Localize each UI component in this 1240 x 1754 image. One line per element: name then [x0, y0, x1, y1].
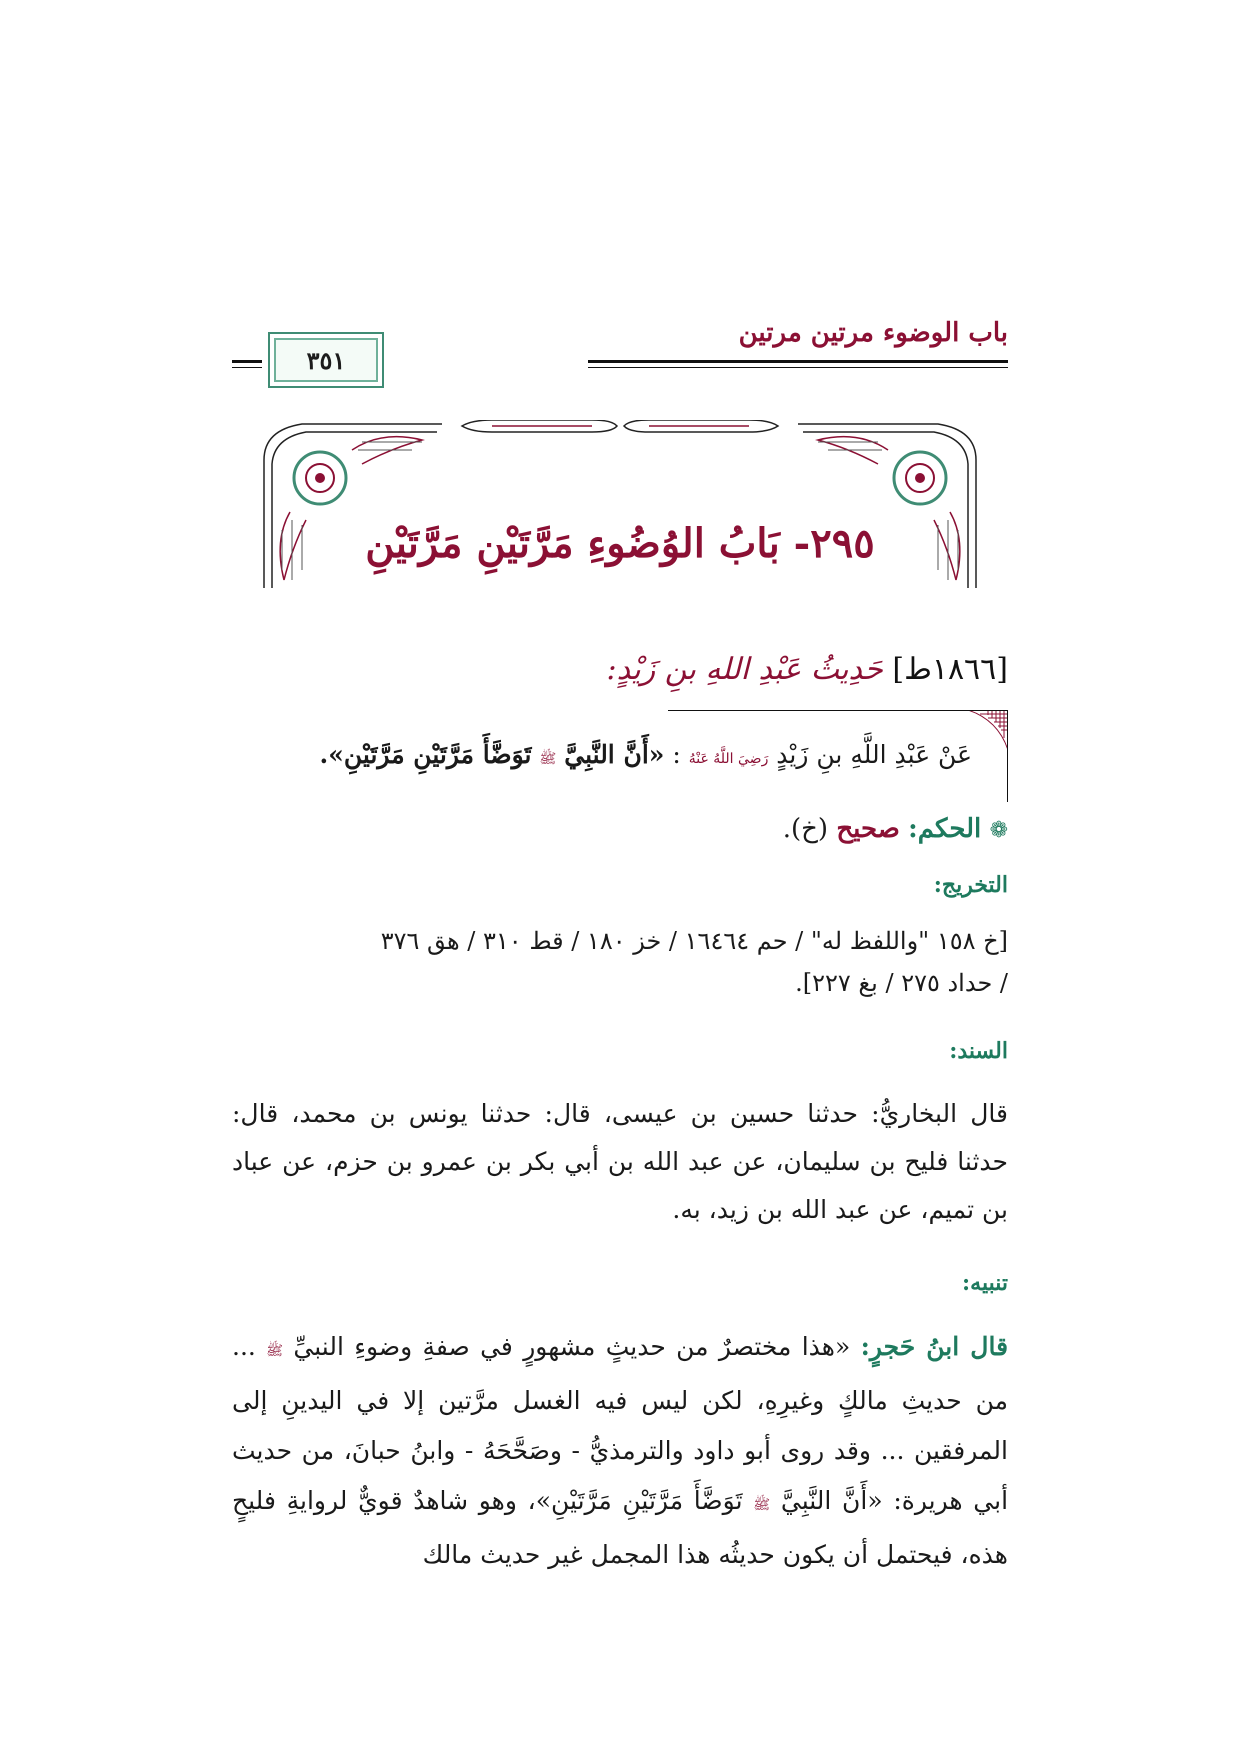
- header-rule: [588, 360, 1008, 363]
- page-number: ٣٥١: [306, 345, 346, 375]
- top-bar-ornament-icon: [462, 420, 778, 432]
- flower-icon: ❁: [989, 818, 1008, 843]
- prophet-honorific: ﷺ: [539, 751, 557, 767]
- prophet-honorific-1: ﷺ: [266, 1343, 284, 1359]
- corner-mesh-icon: [968, 710, 1008, 750]
- matn-box: [232, 710, 1008, 802]
- matn-side-rule: [1007, 710, 1008, 802]
- tanbih-part-3: تَوَضَّأَ مَرَّتَيْنِ مَرَّتَيْنِ»، وهو شاهدٌ قويٌّ لروايةِ فليحٍ هذه، فيحتمل أن يكون حديثُه هذا المجمل غير حديث مالك: [232, 1486, 1008, 1569]
- matn-top-rule: [668, 710, 1008, 711]
- chapter-title: ٢٩٥- بَابُ الوُضُوءِ مَرَّتَيْنِ مَرَّتَيْنِ: [365, 520, 875, 567]
- matn-quote-start: «أَنَّ النَّبِيَّ: [564, 740, 665, 769]
- header-rule-thin: [588, 367, 1008, 368]
- takhrij-text: [232, 920, 1008, 1004]
- sanad-label: السند:: [949, 1038, 1008, 1064]
- verdict-line: [232, 814, 1008, 844]
- matn-prefix: عَنْ عَبْدِ اللَّهِ بنِ زَيْدٍ: [776, 740, 972, 769]
- verdict-label: الحكم:: [908, 814, 982, 844]
- tanbih-speaker: قال ابنُ حَجرٍ:: [860, 1332, 1009, 1361]
- companion-honorific: رَضِيَ اللَّهُ عَنْهُ: [688, 751, 769, 767]
- header-rule-left-thin: [232, 367, 262, 368]
- takhrij-line-2: / حداد ٢٧٥ / بغ ٢٢٧].: [795, 969, 1008, 997]
- prophet-honorific-2: ﷺ: [753, 1497, 771, 1513]
- hadith-heading: [232, 652, 1008, 687]
- matn-quote-end: تَوَضَّأَ مَرَّتَيْنِ مَرَّتَيْنِ».: [319, 740, 532, 769]
- verdict-source: (خ).: [782, 814, 829, 844]
- tanbih-label: تنبيه:: [962, 1270, 1008, 1296]
- header-rule-left: [232, 360, 262, 363]
- running-title: باب الوضوء مرتين مرتين: [738, 318, 1008, 348]
- tanbih-part-2: ... من حديثِ مالكٍ وغيرِهِ، لكن ليس فيه الغسل مرَّتين إلا في اليدينِ إلى المرفقين ... وقد روى أبو داود والترمذيُّ - وصَحَّحَهُ - وابنُ حبانَ، من حديث أبي هريرة: «أَنَّ النَّبِيَّ: [232, 1332, 1009, 1515]
- page-number-badge: [268, 332, 384, 388]
- sanad-text: قال البخاريُّ: حدثنا حسين بن عيسى، قال: حدثنا يونس بن محمد، قال: حدثنا فليح بن سليمان، عن عبد الله بن أبي بكر بن عمرو بن حزم، عن عباد بن تميم، عن عبد الله بن زيد، به.: [232, 1099, 1008, 1224]
- verdict-value: صحيح: [836, 814, 900, 844]
- takhrij-label: التخريج:: [933, 872, 1008, 898]
- running-header: [232, 318, 1008, 375]
- hadith-heading-title: حَدِيثُ عَبْدِ اللهِ بنِ زَيْدٍ:: [606, 652, 883, 687]
- hadith-number: [١٨٦٦ط]: [892, 652, 1008, 687]
- tanbih-part-1: «هذا مختصرٌ من حديثٍ مشهورٍ في صفةِ وضوءِ النبيِّ: [293, 1332, 851, 1361]
- tanbih-text: [232, 1322, 1008, 1580]
- takhrij-line-1: [خ ١٥٨ "واللفظ له" / حم ١٦٤٦٤ / خز ١٨٠ / قط ٣١٠ / هق ٣٧٦: [380, 927, 1008, 955]
- matn-text: [320, 740, 972, 770]
- matn-colon: :: [672, 740, 681, 769]
